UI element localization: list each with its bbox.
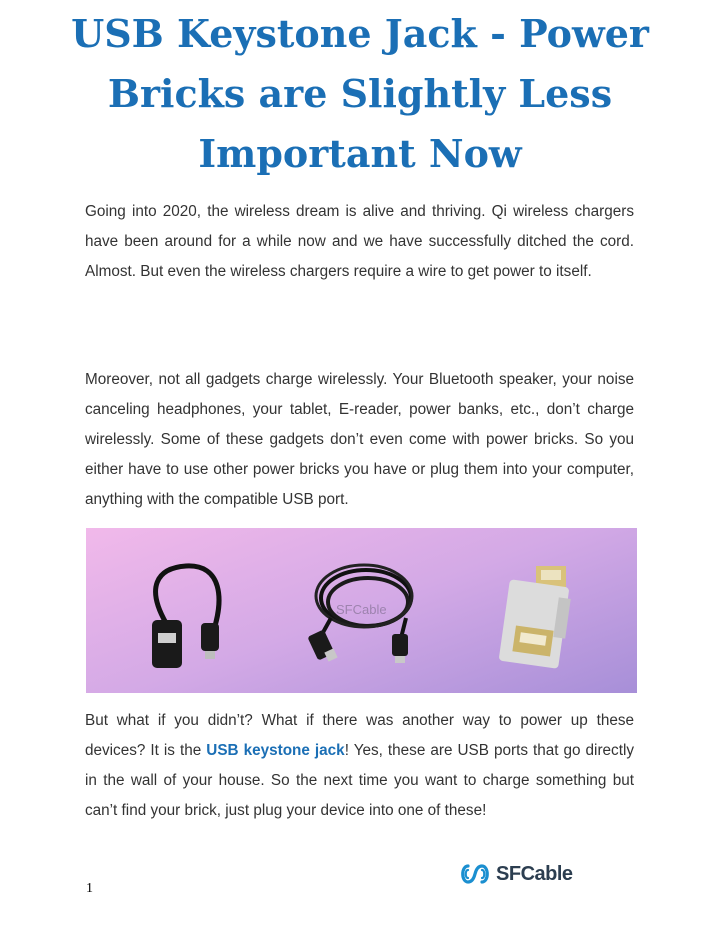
watermark-text: SFCable — [336, 602, 387, 617]
product-photo — [86, 528, 637, 693]
paragraph-moreover: Moreover, not all gadgets charge wirelessly. Your Bluetooth speaker, your noise canceling headphones, your tablet, E-reader, power banks, etc., don’t charge wirelessly. Some of these gadgets don’t even come with power bricks. So you either have to use other power bricks you have or plug them into your computer, anything with the compatible USB port. — [85, 371, 634, 508]
logo-text-cable: Cable — [520, 862, 573, 885]
usb-keystone-jack-link[interactable]: USB keystone jack — [206, 742, 345, 759]
logo-text-sf: SF — [496, 862, 521, 885]
usb-c-cable-image — [307, 565, 412, 663]
paragraph-keystone — [85, 706, 634, 826]
paragraph-intro: Going into 2020, the wireless dream is alive and thriving. Qi wireless chargers have been around for a while now and we have successfully ditched the cord. Almost. But even the wireless chargers require a wire to get power to itself. — [85, 203, 634, 280]
page-number: 1 — [86, 881, 93, 896]
product-illustration — [86, 528, 637, 693]
sfcable-logo — [458, 860, 573, 888]
page-title: USB Keystone Jack - Power Bricks are Slightly Less Important Now — [71, 11, 649, 176]
paragraph-keystone-lead: But what if you didn’t? What if there was another way to power up these devices? It is the — [85, 712, 634, 759]
otg-adapter-cable-image — [152, 566, 219, 668]
sfcable-logo-icon — [458, 862, 492, 886]
usb-keystone-jack-image — [499, 566, 571, 669]
paragraph-keystone-tail: ! Yes, these are USB ports that go directly in the wall of your house. So the next time you want to charge something but can’t find your brick, just plug your device into one of these! — [85, 742, 635, 819]
sfcable-logo-text — [496, 863, 573, 886]
